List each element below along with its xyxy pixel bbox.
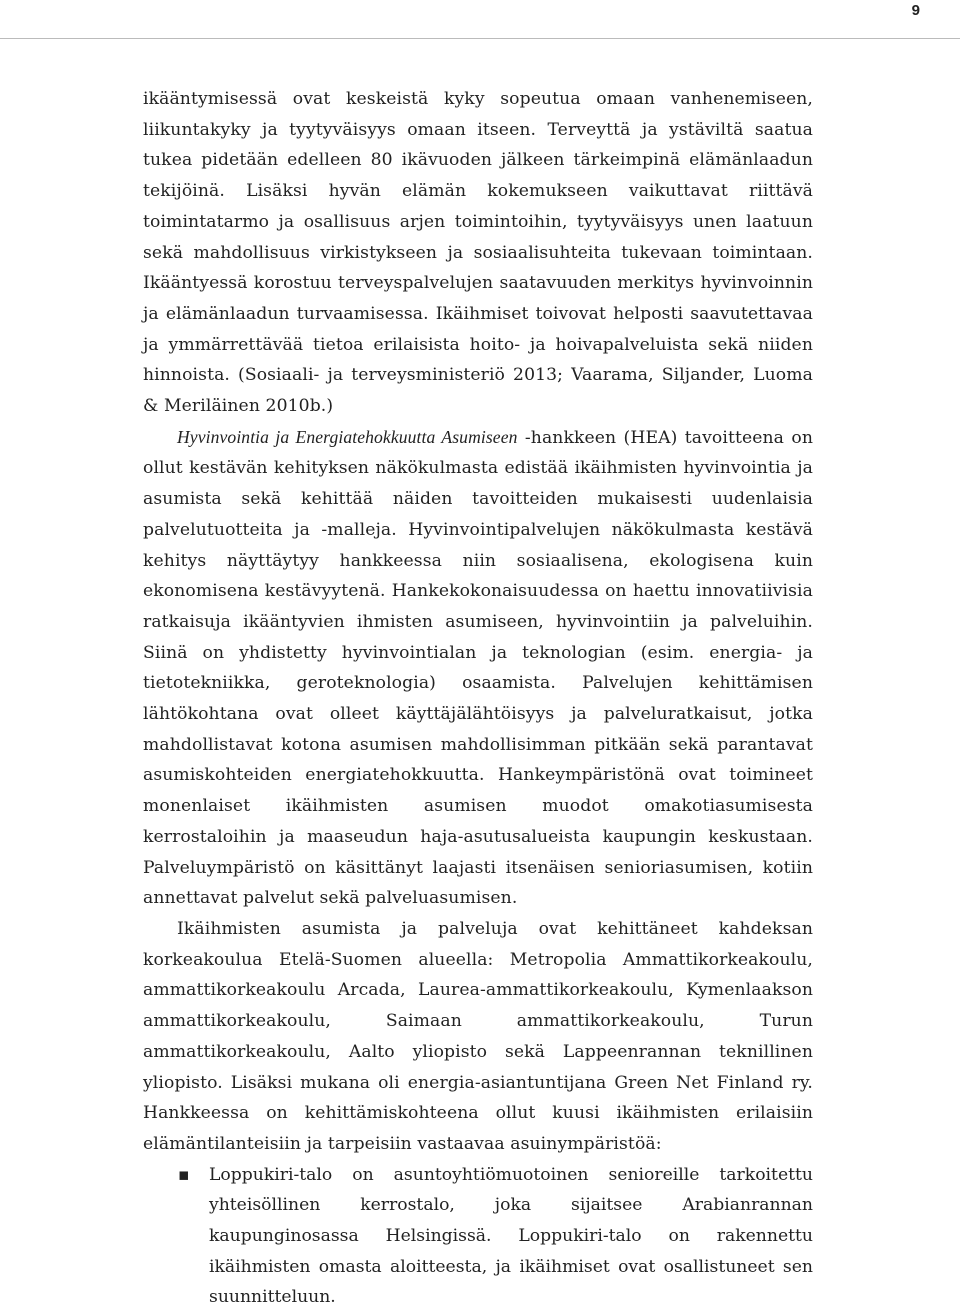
project-name-italic: Hyvinvointia ja Energiatehokkuutta Asumiseen xyxy=(177,426,518,447)
paragraph-korkeakoulut: Ikäihmisten asumista ja palveluja ovat kehittäneet kahdeksan korkeakoulua Etelä-Suomen alueella: Metropolia Ammattikorkeakoulu, ammattikorkeakoulu Arcada, Laurea-ammattikorkeakoulu, Kymenlaakson ammattikorkeakoulu, Saimaan ammattikorkeakoulu, Turun ammattikorkeakoulu, Aalto yliopisto sekä Lappeenrannan teknillinen yliopisto. Lisäksi mukana oli energia-asiantuntijana Green Net Finland ry. Hankkeessa on kehittämiskohteena ollut kuusi ikäihmisten erilaisiin elämäntilanteisiin ja tarpeisiin vastaavaa asuinympäristöä: xyxy=(143,918,813,1154)
list-item xyxy=(143,1160,813,1313)
bullet-square-icon: ▪ xyxy=(178,1164,190,1185)
header-divider xyxy=(0,38,960,39)
paragraph-hea-project xyxy=(143,422,813,914)
paragraph-hea-body: -hankkeen (HEA) tavoitteena on ollut kestävän kehityksen näkökulmasta edistää ikäihmisten hyvinvointia ja asumista sekä kehittää näiden tavoitteiden mukaisesti uudenlaisia palvelutuotteita ja -malleja. Hyvinvointipalvelujen näkökulmasta kestävä kehitys näyttäytyy hankkeessa niin sosiaalisena, ekologisena kuin ekonomisena kestävyytenä. Hankekokonaisuudessa on haettu innovatiivisia ratkaisuja ikääntyvien ihmisten asumiseen, hyvinvointiin ja palveluihin. Siinä on yhdistetty hyvinvointialan ja teknologian (esim. energia- ja tietotekniikka, geroteknologia) osaamista. Palvelujen kehittämisen lähtökohtana ovat olleet käyttäjälähtöisyys ja palveluratkaisut, jotka mahdollistavat kotona asumisen mahdollisimman pitkään sekä parantavat asumiskohteiden energiatehokkuutta. Hankeympäristönä ovat toimineet monenlaiset ikäihmisten asumisen muodot omakotiasumisesta kerrostaloihin ja maaseudun haja-asutusalueista kaupungin keskustaan. Palveluympäristö on käsittänyt laajasti itsenäisen senioriasumisen, kotiin annettavat palvelut sekä palveluasumisen. xyxy=(143,427,813,909)
page-content xyxy=(143,84,813,1313)
bullet-list xyxy=(143,1160,813,1313)
paragraph-ikaantyminen: ikääntymisessä ovat keskeistä kyky sopeutua omaan vanhenemiseen, liikuntakyky ja tyytyväisyys omaan itseen. Terveyttä ja ystäviltä saatua tukea pidetään edelleen 80 ikävuoden jälkeen tärkeimpinä elämänlaadun tekijöinä. Lisäksi hyvän elämän kokemukseen vaikuttavat riittävä toimintatarmo ja osallisuus arjen toimintoihin, tyytyväisyys unen laatuun sekä mahdollisuus virkistykseen ja sosiaalisuhteita tukevaan toimintaan. Ikääntyessä korostuu terveyspalvelujen saatavuuden merkitys hyvinvoinnin ja elämänlaadun turvaamisessa. Ikäihmiset toivovat helposti saavutettavaa ja ymmärrettävää tietoa erilaisista hoito- ja hoivapalveluista sekä niiden hinnoista. (Sosiaali- ja terveysministeriö 2013; Vaarama, Siljander, Luoma & Meriläinen 2010b.) xyxy=(143,89,813,417)
list-item-text: Loppukiri-talo on asuntoyhtiömuotoinen senioreille tarkoitettu yhteisöllinen kerrostalo, joka sijaitsee Arabianrannan kaupunginosassa Helsingissä. Loppukiri-talo on rakennettu ikäihmisten omasta aloitteesta, ja ikäihmiset ovat osallistuneet sen suunnitteluun. xyxy=(209,1164,813,1308)
page-number: 9 xyxy=(911,2,920,19)
